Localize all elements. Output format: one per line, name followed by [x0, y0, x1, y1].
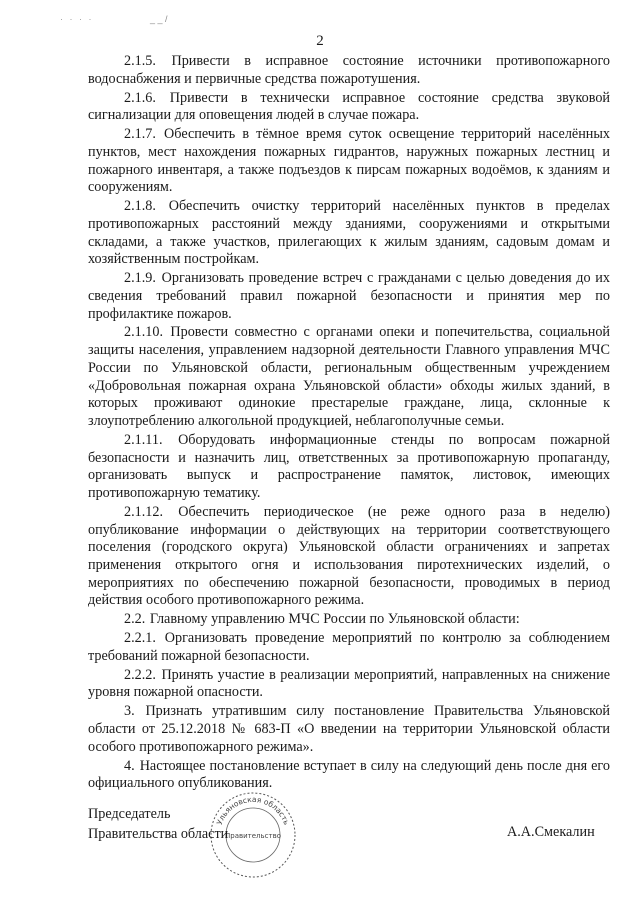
document-body — [88, 53, 610, 794]
page-number: 2 — [316, 33, 324, 49]
paragraph-number: 2.2.2. — [124, 666, 156, 683]
scan-artifact-2: _ _ / — [150, 14, 168, 24]
paragraph-2-1-6 — [88, 90, 610, 125]
paragraph-text: Организовать проведение встреч с гражданами с целью доведения до их сведения требований правил пожарной безопасности и принятия мер по профилактике пожаров. — [88, 270, 610, 322]
seal-outer-text: Ульяновская область — [214, 794, 292, 827]
paragraph-number: 4. — [124, 757, 135, 774]
signatory-position-line-2: Правительства области — [88, 826, 229, 842]
paragraph-text: Обеспечить периодическое (не реже одного раза в неделю) опубликование информации о действующих на территории соответствующего поселения (городского округа) Ульяновской области ограничениях и запретах применения открытого огня и использования пиротехнических изделий, о мероприятиях по обеспечению пожарной безопасности, проводимых в период действия особого противопожарного режима. — [88, 503, 610, 609]
paragraph-text: Признать утратившим силу постановление Правительства Ульяновской области от 25.12.2018 № 683-П «О введении на территории Ульяновской области особого противопожарного режима». — [88, 703, 611, 755]
paragraph-number: 2.1.10. — [124, 324, 164, 341]
paragraph-number: 2.1.5. — [124, 53, 156, 69]
signature-block — [88, 804, 228, 844]
paragraph-text: Организовать проведение мероприятий по контролю за соблюдением требований пожарной безопасности. — [88, 630, 610, 664]
paragraph-number: 2.1.6. — [124, 89, 156, 106]
paragraph-2-1-10 — [88, 324, 610, 430]
paragraph-3 — [88, 703, 610, 756]
paragraph-number: 2.1.7. — [124, 126, 156, 143]
paragraph-2-1-5 — [88, 53, 610, 88]
paragraph-number: 2.1.11. — [124, 431, 163, 448]
paragraph-text: Провести совместно с органами опеки и попечительства, социальной защиты населения, управлением надзорной деятельности Главного управления МЧС России по Ульяновской области, региональным общественным учреждением «Добровольная пожарная охрана Ульяновской области» обходы жилых зданий, в которых проживают одинокие престарелые граждане, лица, склонные к злоупотреблению алкогольной продукцией, неблагополучные семьи. — [88, 324, 610, 429]
paragraph-2-2-2 — [88, 667, 610, 702]
paragraph-2-1-7 — [88, 126, 610, 197]
signatory-position-line-1: Председатель — [88, 806, 171, 822]
signatory-name: А.А.Смекалин — [507, 824, 595, 840]
paragraph-text: Привести в технически исправное состояние средства звуковой сигнализации для оповещения людей в случае пожара. — [88, 89, 611, 124]
paragraph-2-2 — [88, 611, 610, 629]
paragraph-2-2-1 — [88, 630, 610, 665]
paragraph-text: Настоящее постановление вступает в силу на следующий день после дня его официального опубликования. — [88, 757, 610, 792]
paragraph-text: Обеспечить в тёмное время суток освещение территорий населённых пунктов, мест нахождения пожарных гидрантов, наружных пожарных лестниц и пожарного инвентаря, а также подъездов к пирсам пожарных водоёмов, к зданиям и сооружениям. — [88, 126, 611, 196]
paragraph-number: 2.1.8. — [124, 198, 156, 215]
paragraph-2-1-12 — [88, 504, 610, 610]
paragraph-text: Главному управлению МЧС России по Ульяновской области: — [149, 611, 520, 628]
paragraph-text: Принять участие в реализации мероприятий, направленных на снижение уровня пожарной опасности. — [88, 666, 610, 701]
paragraph-number: 2.2. — [124, 611, 146, 628]
paragraph-2-1-8 — [88, 198, 610, 269]
paragraph-number: 2.1.12. — [124, 503, 164, 520]
seal-inner-text: Правительство — [225, 832, 281, 840]
paragraph-text: Привести в исправное состояние источники противопожарного водоснабжения и первичные средства пожаротушения. — [88, 53, 610, 87]
paragraph-4 — [88, 758, 610, 793]
paragraph-number: 2.1.9. — [124, 270, 156, 287]
scan-artifact: · · · · — [60, 14, 94, 24]
paragraph-number: 3. — [124, 703, 135, 720]
paragraph-text: Оборудовать информационные стенды по вопросам пожарной безопасности и назначить лиц, ответственных за противопожарную пропаганду, организовать выпуск и распространение памяток, листовок, имеющих противопожарную тематику. — [88, 431, 610, 501]
paragraph-number: 2.2.1. — [124, 630, 156, 647]
paragraph-2-1-9 — [88, 270, 610, 323]
paragraph-text: Обеспечить очистку территорий населённых пунктов в пределах противопожарных расстояний между зданиями, сооружениями и открытыми складами, а также участков, прилегающих к жилым зданиям, садовым домам и хозяйственным постройкам. — [88, 198, 610, 268]
paragraph-2-1-11 — [88, 432, 610, 503]
